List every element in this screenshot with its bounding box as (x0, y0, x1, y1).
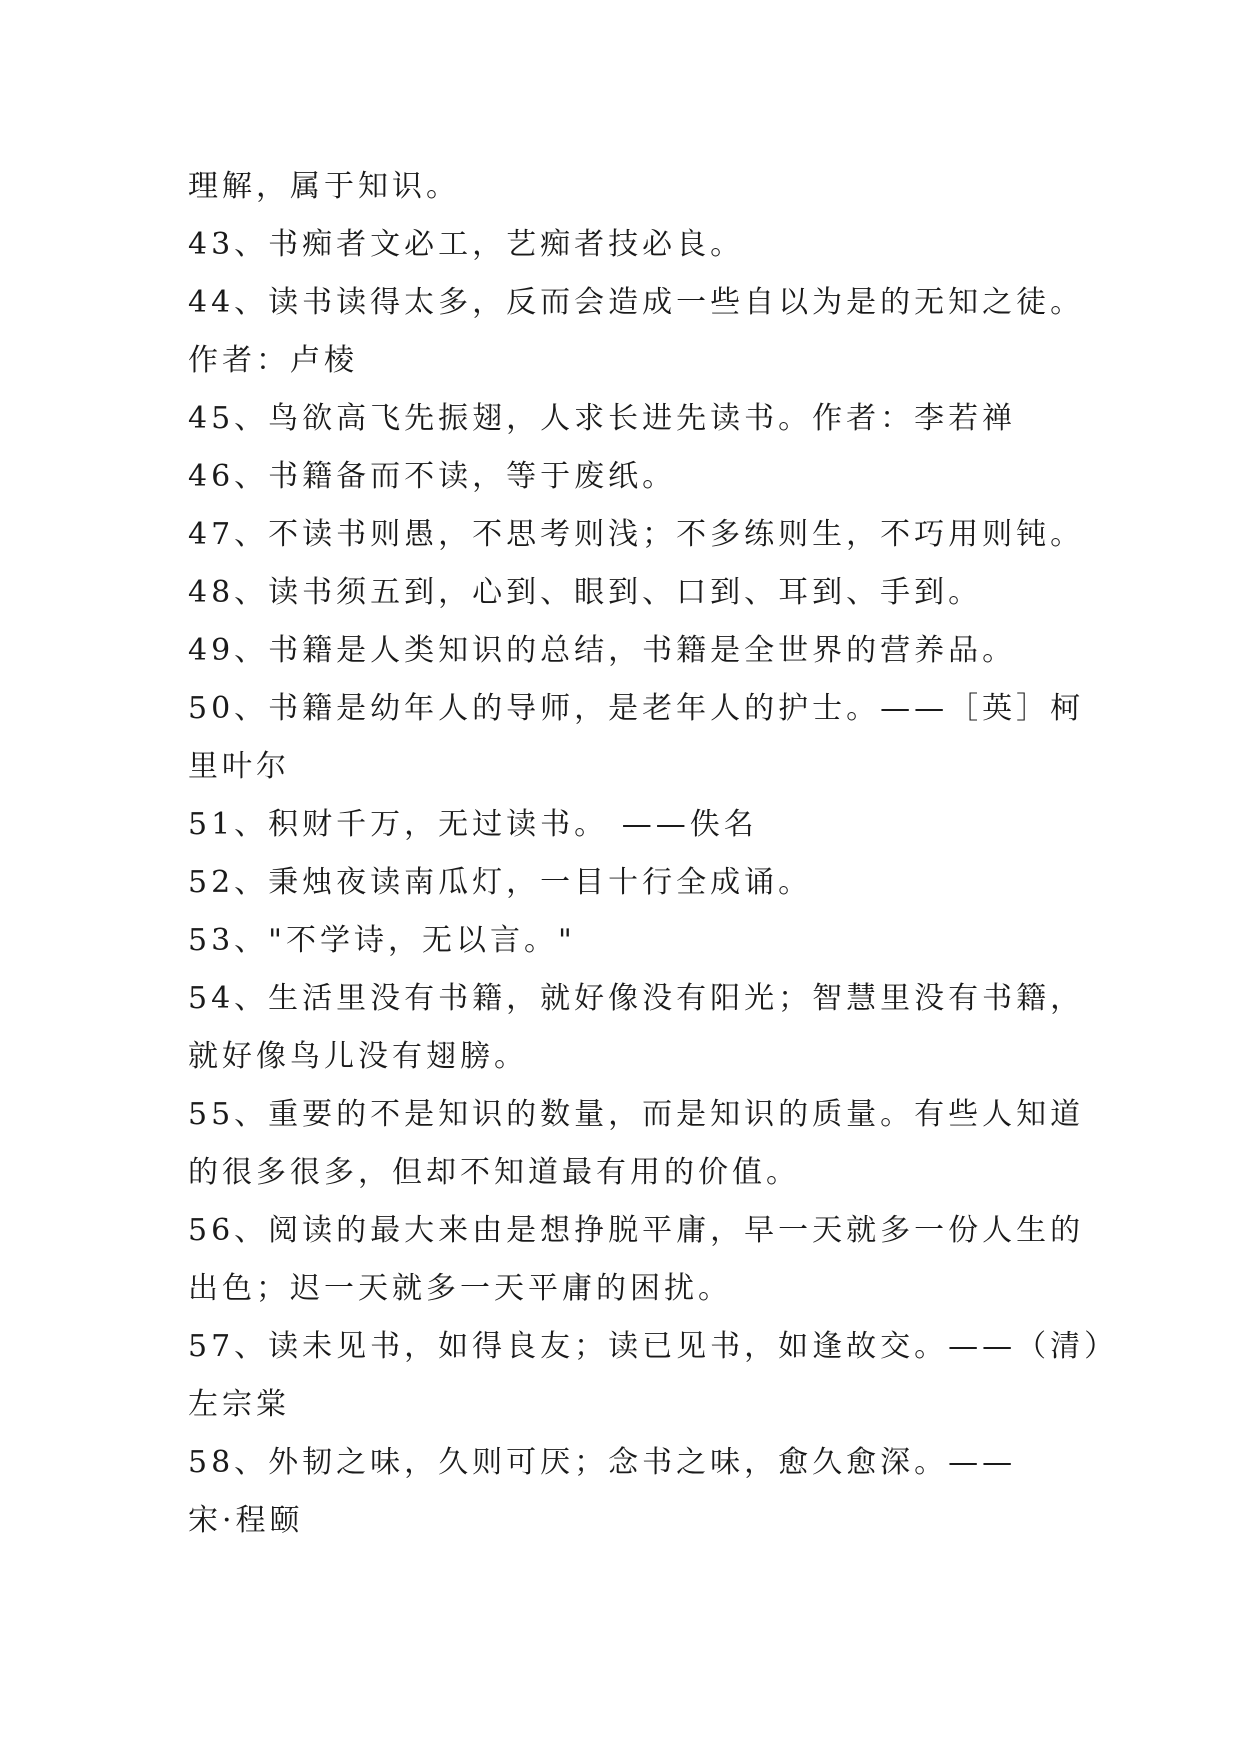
text-line: 48、读书须五到，心到、眼到、口到、耳到、手到。 (188, 575, 983, 610)
text-line: 45、鸟欲高飞先振翅，人求长进先读书。作者：李若禅 (188, 401, 1017, 436)
text-line: 的很多很多，但却不知道最有用的价值。 (188, 1155, 800, 1190)
document-body (188, 158, 1119, 1550)
text-line: 44、读书读得太多，反而会造成一些自以为是的无知之徒。 (188, 285, 1085, 320)
text-line: 54、生活里没有书籍，就好像没有阳光；智慧里没有书籍， (188, 981, 1085, 1016)
text-line: 作者：卢棱 (188, 343, 358, 378)
text-line: 47、不读书则愚，不思考则浅；不多练则生，不巧用则钝。 (188, 517, 1085, 552)
text-line: 55、重要的不是知识的数量，而是知识的质量。有些人知道 (188, 1097, 1085, 1132)
text-line: 57、读未见书，如得良友；读已见书，如逢故交。——（清） (188, 1329, 1119, 1364)
text-line: 52、秉烛夜读南瓜灯，一目十行全成诵。 (188, 865, 813, 900)
text-line: 左宗棠 (188, 1387, 290, 1422)
text-line: 49、书籍是人类知识的总结，书籍是全世界的营养品。 (188, 633, 1017, 668)
text-line: 46、书籍备而不读，等于废纸。 (188, 459, 677, 494)
text-line: 宋·程颐 (188, 1503, 304, 1538)
text-line: 58、外韧之味，久则可厌；念书之味，愈久愈深。—— (188, 1445, 1017, 1480)
text-line: 56、阅读的最大来由是想挣脱平庸，早一天就多一份人生的 (188, 1213, 1085, 1248)
text-line: 53、"不学诗，无以言。" (188, 923, 576, 958)
text-line: 43、书痴者文必工，艺痴者技必良。 (188, 227, 745, 262)
text-line: 就好像鸟儿没有翅膀。 (188, 1039, 528, 1074)
text-line: 51、积财千万，无过读书。 ——佚名 (188, 807, 758, 842)
text-line: 理解，属于知识。 (188, 169, 460, 204)
text-line: 50、书籍是幼年人的导师，是老年人的护士。——［英］柯 (188, 691, 1085, 726)
text-line: 出色；迟一天就多一天平庸的困扰。 (188, 1271, 732, 1306)
text-line: 里叶尔 (188, 749, 290, 784)
